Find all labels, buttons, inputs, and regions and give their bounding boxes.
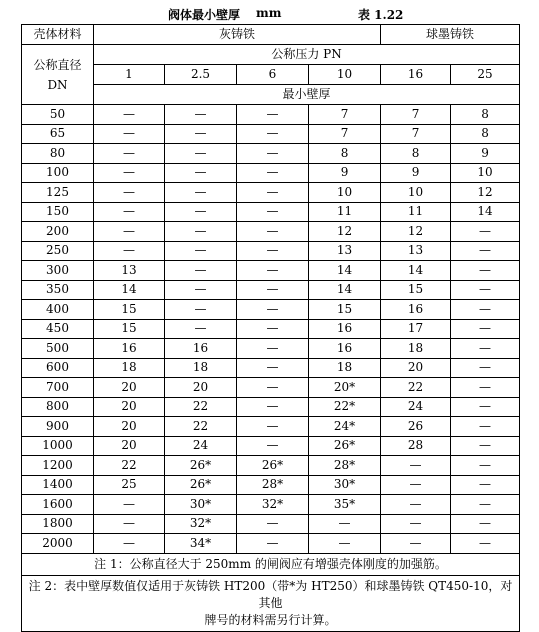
cell-thickness: 18 [381,339,451,359]
cell-thickness: — [165,202,237,222]
cell-thickness: — [451,241,520,261]
cell-dn: 200 [22,222,94,242]
header-dn-label: DN [47,77,68,92]
cell-dn: 150 [22,202,94,222]
cell-dn: 1800 [22,514,94,534]
cell-thickness: 11 [309,202,381,222]
header-nominal-pressure: 公称压力 PN [94,45,520,65]
pn-25: 25 [451,65,520,85]
cell-thickness: — [451,495,520,515]
cell-dn: 900 [22,417,94,437]
cell-thickness: — [237,261,309,281]
cell-thickness: — [94,183,165,203]
cell-thickness: — [381,475,451,495]
cell-thickness: — [451,417,520,437]
cell-thickness: — [451,475,520,495]
header-nominal-diameter [22,45,94,105]
cell-dn: 250 [22,241,94,261]
cell-thickness: 26* [309,436,381,456]
cell-thickness: 14 [381,261,451,281]
cell-thickness: 32* [165,514,237,534]
table-row [22,261,520,281]
cell-thickness: — [309,534,381,554]
cell-thickness: — [309,514,381,534]
cell-thickness: 8 [309,144,381,164]
cell-thickness: 20* [309,378,381,398]
cell-thickness: — [165,300,237,320]
table-row [22,105,520,125]
cell-thickness: — [165,280,237,300]
cell-thickness: — [94,144,165,164]
cell-thickness: 22 [94,456,165,476]
cell-dn: 500 [22,339,94,359]
table-row [22,183,520,203]
header-row-material [22,25,520,45]
cell-thickness: — [94,222,165,242]
cell-thickness: — [237,163,309,183]
cell-thickness: 15 [94,319,165,339]
cell-thickness: 9 [381,163,451,183]
cell-thickness: — [94,202,165,222]
table-row [22,456,520,476]
cell-thickness: 34* [165,534,237,554]
header-row-pressure [22,45,520,65]
cell-thickness: — [451,534,520,554]
header-ductile-iron: 球墨铸铁 [381,25,520,45]
cell-thickness: 13 [381,241,451,261]
cell-dn: 350 [22,280,94,300]
cell-thickness: — [165,144,237,164]
cell-thickness: — [237,144,309,164]
cell-thickness: 7 [381,124,451,144]
cell-dn: 450 [22,319,94,339]
cell-thickness: 30* [309,475,381,495]
cell-thickness: — [451,280,520,300]
cell-thickness: — [451,319,520,339]
cell-thickness: 8 [451,124,520,144]
table-row [22,534,520,554]
pn-16: 16 [381,65,451,85]
table-row [22,144,520,164]
cell-thickness: 20 [94,397,165,417]
cell-thickness: 11 [381,202,451,222]
cell-dn: 1600 [22,495,94,515]
wall-thickness-table [21,24,520,632]
cell-thickness: — [237,417,309,437]
cell-thickness: 16 [165,339,237,359]
cell-thickness: 7 [381,105,451,125]
cell-dn: 1400 [22,475,94,495]
cell-thickness: — [94,534,165,554]
table-unit: mm [256,6,282,20]
cell-thickness: 16 [381,300,451,320]
cell-thickness: 22 [381,378,451,398]
cell-thickness: 13 [94,261,165,281]
cell-thickness: 18 [165,358,237,378]
cell-thickness: 18 [309,358,381,378]
cell-dn: 65 [22,124,94,144]
table-row [22,319,520,339]
cell-thickness: 22 [165,417,237,437]
note-2-line-2: 牌号的材料需另行计算。 [204,612,337,627]
cell-thickness: 20 [381,358,451,378]
table-row [22,475,520,495]
cell-thickness: 26* [165,475,237,495]
cell-thickness: 32* [237,495,309,515]
cell-thickness: 17 [381,319,451,339]
cell-thickness: 14 [309,280,381,300]
note-row-2 [22,575,520,631]
cell-dn: 400 [22,300,94,320]
cell-thickness: 7 [309,105,381,125]
pn-2-5: 2.5 [165,65,237,85]
cell-thickness: — [451,456,520,476]
table-row [22,358,520,378]
cell-thickness: — [451,378,520,398]
cell-thickness: 16 [94,339,165,359]
cell-thickness: 12 [309,222,381,242]
table-row [22,300,520,320]
cell-thickness: — [451,358,520,378]
cell-thickness: 16 [309,319,381,339]
cell-thickness: — [451,261,520,281]
cell-thickness: — [165,241,237,261]
cell-dn: 600 [22,358,94,378]
cell-thickness: — [451,300,520,320]
cell-thickness: — [94,514,165,534]
cell-thickness: — [165,319,237,339]
cell-dn: 125 [22,183,94,203]
table-row [22,124,520,144]
cell-thickness: 18 [94,358,165,378]
cell-thickness: — [237,105,309,125]
cell-thickness: — [165,163,237,183]
cell-thickness: 15 [94,300,165,320]
cell-thickness: — [237,436,309,456]
cell-thickness: 9 [309,163,381,183]
cell-thickness: — [237,300,309,320]
cell-thickness: — [237,280,309,300]
cell-thickness: 10 [381,183,451,203]
cell-thickness: — [94,163,165,183]
cell-dn: 700 [22,378,94,398]
note-2-line-1: 注 2：表中壁厚数值仅适用于灰铸铁 HT200（带*为 HT250）和球墨铸铁 QT450-10，对其他 [28,578,513,610]
table-row [22,222,520,242]
cell-thickness: 26* [165,456,237,476]
table-number: 表 1.22 [358,8,404,22]
cell-thickness: 30* [165,495,237,515]
header-gray-iron: 灰铸铁 [94,25,381,45]
cell-thickness: 14 [451,202,520,222]
table-row [22,436,520,456]
cell-dn: 100 [22,163,94,183]
cell-thickness: — [237,397,309,417]
cell-thickness: — [237,202,309,222]
cell-thickness: 28 [381,436,451,456]
cell-thickness: 22* [309,397,381,417]
cell-thickness: — [237,183,309,203]
cell-thickness: 12 [381,222,451,242]
cell-thickness: — [237,339,309,359]
cell-thickness: — [237,534,309,554]
cell-thickness: 24* [309,417,381,437]
cell-thickness: 22 [165,397,237,417]
cell-thickness: 25 [94,475,165,495]
cell-thickness: 15 [309,300,381,320]
cell-thickness: 10 [451,163,520,183]
cell-dn: 50 [22,105,94,125]
table-row [22,202,520,222]
header-row-min-wall [22,85,520,105]
cell-thickness: 12 [451,183,520,203]
header-nominal-diameter-label: 公称直径 [33,57,82,72]
cell-thickness: — [451,436,520,456]
cell-thickness: — [165,183,237,203]
cell-thickness: 24 [381,397,451,417]
cell-thickness: 14 [94,280,165,300]
cell-thickness: 7 [309,124,381,144]
cell-thickness: 15 [381,280,451,300]
cell-dn: 300 [22,261,94,281]
pn-6: 6 [237,65,309,85]
cell-thickness: — [237,222,309,242]
cell-thickness: 28* [309,456,381,476]
cell-thickness: — [165,261,237,281]
header-row-pn-values [22,65,520,85]
table-title: 阀体最小壁厚 [168,8,241,22]
cell-thickness: 35* [309,495,381,515]
cell-thickness: — [381,456,451,476]
table-row [22,339,520,359]
cell-thickness: — [237,378,309,398]
cell-thickness: — [237,124,309,144]
cell-dn: 2000 [22,534,94,554]
pn-10: 10 [309,65,381,85]
cell-thickness: — [94,241,165,261]
cell-thickness: 8 [381,144,451,164]
cell-thickness: — [165,124,237,144]
header-body-material: 壳体材料 [22,25,94,45]
cell-thickness: 20 [94,378,165,398]
cell-thickness: — [381,514,451,534]
cell-thickness: — [451,222,520,242]
cell-thickness: — [451,514,520,534]
cell-thickness: 16 [309,339,381,359]
table-row [22,241,520,261]
cell-thickness: — [237,358,309,378]
cell-dn: 1000 [22,436,94,456]
cell-thickness: — [451,397,520,417]
cell-thickness: — [165,222,237,242]
cell-thickness: — [237,241,309,261]
note-row-1 [22,553,520,575]
cell-thickness: 26 [381,417,451,437]
cell-thickness: — [94,105,165,125]
cell-thickness: 13 [309,241,381,261]
cell-thickness: 24 [165,436,237,456]
header-min-wall: 最小壁厚 [94,85,520,105]
table-row [22,280,520,300]
cell-thickness: — [381,534,451,554]
cell-thickness: 20 [94,417,165,437]
cell-thickness: — [237,319,309,339]
cell-thickness: — [237,514,309,534]
cell-thickness: 10 [309,183,381,203]
cell-thickness: 9 [451,144,520,164]
table-row [22,417,520,437]
cell-thickness: — [381,495,451,515]
cell-thickness: 8 [451,105,520,125]
cell-dn: 800 [22,397,94,417]
table-row [22,514,520,534]
cell-dn: 80 [22,144,94,164]
note-1: 注 1：公称直径大于 250mm 的闸阀应有增强壳体刚度的加强筋。 [22,553,520,575]
cell-thickness: 26* [237,456,309,476]
cell-thickness: 14 [309,261,381,281]
pn-1: 1 [94,65,165,85]
cell-dn: 1200 [22,456,94,476]
cell-thickness: 28* [237,475,309,495]
table-row [22,163,520,183]
table-row [22,495,520,515]
table-row [22,378,520,398]
table-title-bar [0,6,539,22]
cell-thickness: — [451,339,520,359]
cell-thickness: 20 [165,378,237,398]
note-2 [22,575,520,631]
cell-thickness: — [165,105,237,125]
cell-thickness: — [94,124,165,144]
table-row [22,397,520,417]
cell-thickness: 20 [94,436,165,456]
cell-thickness: — [94,495,165,515]
